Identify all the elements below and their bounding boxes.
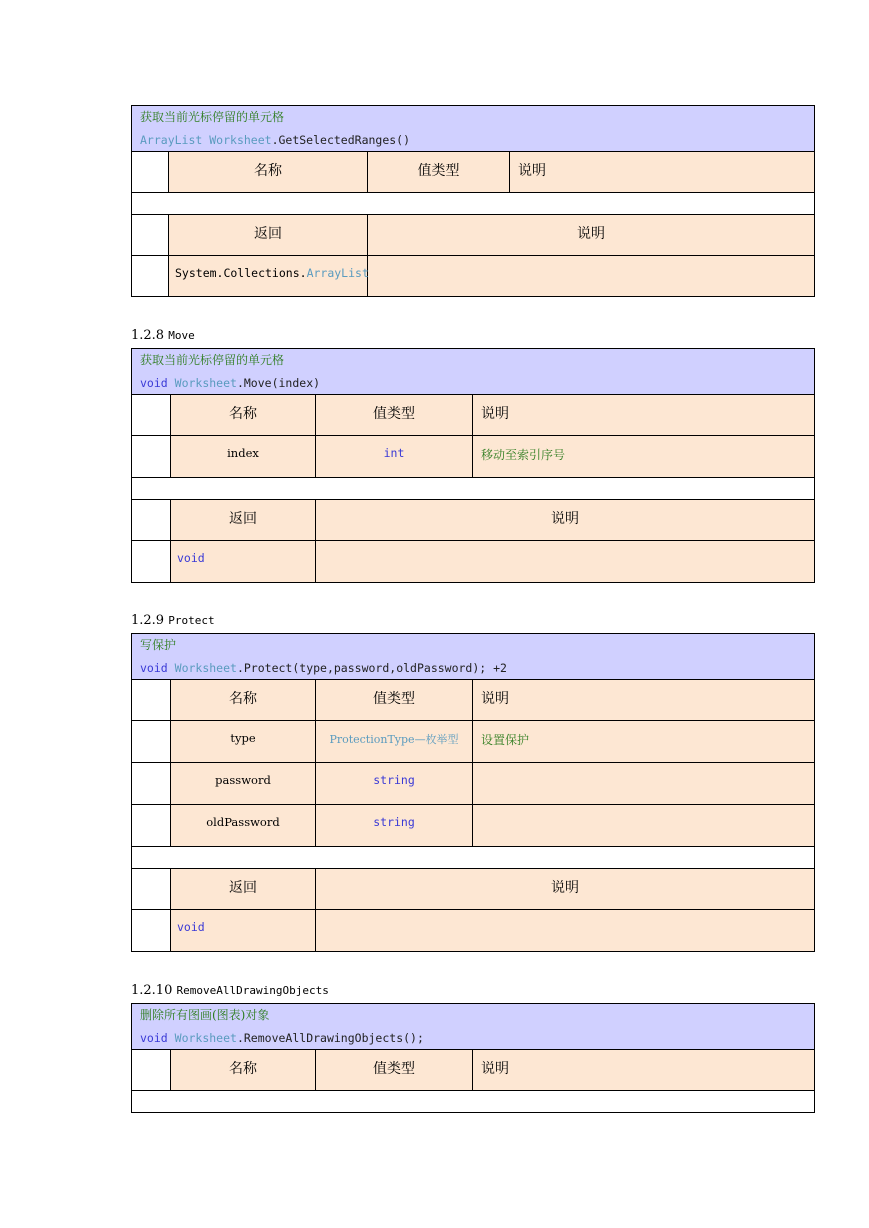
method-signature: void Worksheet.RemoveAllDrawingObjects(); [140, 1031, 424, 1045]
method-signature: ArrayList Worksheet.GetSelectedRanges() [140, 133, 411, 147]
col-type-header: 值类型 [316, 395, 473, 436]
method-description: 删除所有图画(图表)对象 [140, 1008, 270, 1022]
col-name-header: 名称 [169, 152, 368, 193]
col-return-header: 返回 [171, 500, 316, 541]
param-name: oldPassword [171, 805, 316, 847]
col-return-header: 返回 [171, 869, 316, 910]
move-table [131, 348, 814, 583]
col-desc-header: 说明 [473, 680, 815, 721]
removealldrawingobjects-table [131, 1003, 814, 1113]
return-type: void [171, 541, 316, 583]
col-return-desc-header: 说明 [368, 215, 815, 256]
param-type: int [316, 436, 473, 478]
method-description: 获取当前光标停留的单元格 [140, 110, 285, 124]
param-type: string [316, 763, 473, 805]
param-type: ProtectionType—枚举型 [316, 721, 473, 763]
param-desc [473, 805, 815, 847]
col-name-header: 名称 [171, 680, 316, 721]
method-description: 获取当前光标停留的单元格 [140, 353, 285, 367]
section-heading-move: 1.2.8 Move [131, 328, 195, 343]
getselectedranges-table [131, 105, 814, 297]
section-heading-removealldrawingobjects: 1.2.10 RemoveAllDrawingObjects [131, 983, 329, 998]
method-signature: void Worksheet.Protect(type,password,oldPassword); +2 [140, 661, 507, 675]
param-type: string [316, 805, 473, 847]
col-desc-header: 说明 [510, 152, 815, 193]
param-desc: 设置保护 [473, 721, 815, 763]
method-description: 写保护 [140, 638, 177, 652]
return-type: void [171, 910, 316, 952]
protect-table [131, 633, 814, 952]
col-return-desc-header: 说明 [316, 500, 815, 541]
param-name: index [171, 436, 316, 478]
return-type: System.Collections.ArrayList [169, 256, 368, 297]
param-desc [473, 763, 815, 805]
col-desc-header: 说明 [473, 395, 815, 436]
col-name-header: 名称 [171, 1050, 316, 1091]
col-type-header: 值类型 [316, 680, 473, 721]
col-desc-header: 说明 [473, 1050, 815, 1091]
param-name: password [171, 763, 316, 805]
col-name-header: 名称 [171, 395, 316, 436]
section-heading-protect: 1.2.9 Protect [131, 613, 215, 628]
col-return-header: 返回 [169, 215, 368, 256]
param-name: type [171, 721, 316, 763]
param-desc: 移动至索引序号 [473, 436, 815, 478]
col-return-desc-header: 说明 [316, 869, 815, 910]
col-type-header: 值类型 [316, 1050, 473, 1091]
method-signature: void Worksheet.Move(index) [140, 376, 321, 390]
col-type-header: 值类型 [368, 152, 510, 193]
